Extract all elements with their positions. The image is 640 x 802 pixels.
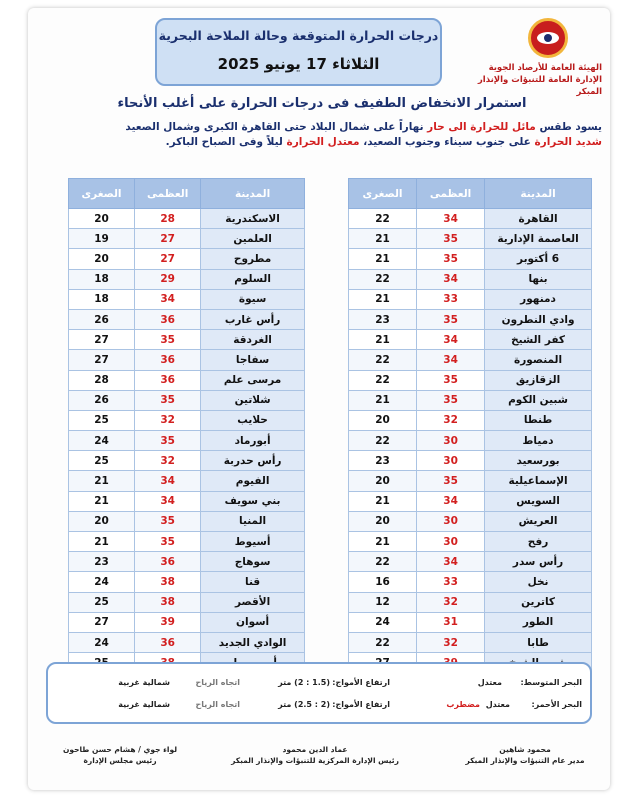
city-cell: الفيوم: [201, 471, 305, 491]
table-row: [69, 249, 305, 269]
max-temp-cell: 34: [417, 491, 485, 511]
city-cell: طنطا: [485, 410, 592, 430]
table-row: [349, 451, 592, 471]
max-temp-cell: 30: [417, 532, 485, 552]
max-temp-cell: 27: [135, 229, 201, 249]
table-row: [69, 592, 305, 612]
min-temp-cell: 21: [349, 249, 417, 269]
mediterranean-row: البحر المتوسط: معتدل ارتفاع الأمواج: (1.5 : 2) متر اتجاه الرياح شمالية غربية: [118, 678, 582, 687]
max-temp-cell: 32: [135, 410, 201, 430]
max-temp-cell: 35: [135, 532, 201, 552]
table-row: [349, 330, 592, 350]
col-header-min: الصغرى: [349, 179, 417, 209]
table-row: [69, 632, 305, 652]
city-cell: بورسعيد: [485, 451, 592, 471]
min-temp-cell: 21: [69, 491, 135, 511]
max-temp-cell: 36: [135, 309, 201, 329]
table-row: [69, 309, 305, 329]
min-temp-cell: 23: [349, 451, 417, 471]
min-temp-cell: 22: [349, 269, 417, 289]
min-temp-cell: 22: [349, 431, 417, 451]
city-cell: وادي النطرون: [485, 309, 592, 329]
max-temp-cell: 35: [135, 330, 201, 350]
table-row: [349, 370, 592, 390]
min-temp-cell: 20: [349, 410, 417, 430]
city-cell: كاترين: [485, 592, 592, 612]
min-temp-cell: 22: [349, 552, 417, 572]
table-row: [69, 410, 305, 430]
min-temp-cell: 20: [69, 511, 135, 531]
city-cell: الاسكندرية: [201, 209, 305, 229]
max-temp-cell: 35: [417, 471, 485, 491]
table-row: [69, 390, 305, 410]
min-temp-cell: 21: [69, 471, 135, 491]
table-row: [349, 229, 592, 249]
table-row: [349, 612, 592, 632]
min-temp-cell: 21: [349, 330, 417, 350]
max-temp-cell: 33: [417, 289, 485, 309]
city-cell: دمياط: [485, 431, 592, 451]
city-cell: كفر الشيخ: [485, 330, 592, 350]
max-temp-cell: 38: [135, 572, 201, 592]
min-temp-cell: 27: [69, 350, 135, 370]
table-row: [349, 632, 592, 652]
col-header-max: العظمى: [417, 179, 485, 209]
forecast-description: يسود طقس مائل للحرارة الى حار نهاراً على شمال البلاد حتى القاهرة الكبرى وشمال الصعيد شديد الحرارة على جنوب سيناء وجنوب الصعيد، معتدل الحرارة ليلاً وفى الصباح الباكر.: [125, 121, 602, 148]
max-temp-cell: 34: [135, 471, 201, 491]
table-row: [349, 552, 592, 572]
max-temp-cell: 30: [417, 511, 485, 531]
max-temp-cell: 35: [417, 370, 485, 390]
table-row: [69, 511, 305, 531]
city-cell: السلوم: [201, 269, 305, 289]
max-temp-cell: 34: [417, 350, 485, 370]
temperature-table-left: [68, 178, 305, 673]
city-cell: نخل: [485, 572, 592, 592]
max-temp-cell: 35: [417, 309, 485, 329]
table-row: [349, 309, 592, 329]
meteorological-authority-logo-icon: [528, 18, 568, 58]
min-temp-cell: 25: [69, 410, 135, 430]
max-temp-cell: 31: [417, 612, 485, 632]
min-temp-cell: 12: [349, 592, 417, 612]
min-temp-cell: 18: [69, 269, 135, 289]
city-cell: 6 أكتوبر: [485, 249, 592, 269]
min-temp-cell: 21: [349, 491, 417, 511]
temperature-table-right: [348, 178, 592, 673]
table-row: [349, 249, 592, 269]
max-temp-cell: 30: [417, 451, 485, 471]
city-cell: المنيا: [201, 511, 305, 531]
min-temp-cell: 18: [69, 289, 135, 309]
col-header-city: المدينة: [485, 179, 592, 209]
table-row: [349, 572, 592, 592]
max-temp-cell: 35: [135, 431, 201, 451]
signature-director: محمود شاهين مدير عام التنبؤات والإنذار المبكر: [465, 745, 585, 765]
table-row: [349, 289, 592, 309]
max-temp-cell: 33: [417, 572, 485, 592]
table-row: [69, 229, 305, 249]
table-row: [69, 532, 305, 552]
max-temp-cell: 32: [417, 410, 485, 430]
city-cell: الزقازيق: [485, 370, 592, 390]
min-temp-cell: 23: [69, 552, 135, 572]
signature-head-central: عماد الدين محمود رئيس الإدارة المركزية للتنبؤات والإنذار المبكر: [231, 745, 399, 765]
table-row: [69, 350, 305, 370]
table-row: [69, 370, 305, 390]
table-row: [69, 289, 305, 309]
max-temp-cell: 35: [417, 390, 485, 410]
city-cell: الطور: [485, 612, 592, 632]
city-cell: رأس غارب: [201, 309, 305, 329]
table-row: [349, 532, 592, 552]
min-temp-cell: 23: [349, 309, 417, 329]
min-temp-cell: 24: [69, 632, 135, 652]
city-cell: الغردقة: [201, 330, 305, 350]
forecast-sheet: [28, 8, 610, 790]
city-cell: قنا: [201, 572, 305, 592]
max-temp-cell: 34: [417, 209, 485, 229]
table-row: [69, 330, 305, 350]
min-temp-cell: 24: [349, 612, 417, 632]
max-temp-cell: 36: [135, 350, 201, 370]
max-temp-cell: 30: [417, 431, 485, 451]
max-temp-cell: 32: [417, 632, 485, 652]
city-cell: شبين الكوم: [485, 390, 592, 410]
city-cell: العريش: [485, 511, 592, 531]
min-temp-cell: 22: [349, 350, 417, 370]
city-cell: رأس سدر: [485, 552, 592, 572]
max-temp-cell: 28: [135, 209, 201, 229]
signature-chairman: لواء جوي / هشام حسن طاحون رئيس مجلس الإدارة: [62, 745, 178, 765]
city-cell: سيوة: [201, 289, 305, 309]
city-cell: دمنهور: [485, 289, 592, 309]
min-temp-cell: 21: [349, 229, 417, 249]
min-temp-cell: 22: [349, 209, 417, 229]
table-row: [349, 511, 592, 531]
max-temp-cell: 34: [135, 289, 201, 309]
table-row: [349, 471, 592, 491]
city-cell: أسوان: [201, 612, 305, 632]
city-cell: رفح: [485, 532, 592, 552]
table-row: [69, 269, 305, 289]
city-cell: أسيوط: [201, 532, 305, 552]
min-temp-cell: 24: [69, 572, 135, 592]
table-row: [69, 491, 305, 511]
city-cell: العلمين: [201, 229, 305, 249]
min-temp-cell: 24: [69, 431, 135, 451]
min-temp-cell: 20: [349, 471, 417, 491]
max-temp-cell: 35: [135, 390, 201, 410]
max-temp-cell: 32: [135, 451, 201, 471]
min-temp-cell: 19: [69, 229, 135, 249]
max-temp-cell: 35: [417, 229, 485, 249]
city-cell: العاصمة الإدارية: [485, 229, 592, 249]
table-row: [349, 350, 592, 370]
max-temp-cell: 34: [135, 491, 201, 511]
max-temp-cell: 36: [135, 370, 201, 390]
city-cell: السويس: [485, 491, 592, 511]
title-box: [155, 18, 442, 86]
min-temp-cell: 21: [349, 532, 417, 552]
table-row: [69, 451, 305, 471]
min-temp-cell: 26: [69, 390, 135, 410]
city-cell: بني سويف: [201, 491, 305, 511]
min-temp-cell: 21: [69, 532, 135, 552]
city-cell: حلايب: [201, 410, 305, 430]
city-cell: بنها: [485, 269, 592, 289]
table-row: [69, 612, 305, 632]
city-cell: سوهاج: [201, 552, 305, 572]
col-header-min: الصغرى: [69, 179, 135, 209]
city-cell: سفاجا: [201, 350, 305, 370]
table-row: [349, 390, 592, 410]
city-cell: رأس حدربة: [201, 451, 305, 471]
table-row: [349, 209, 592, 229]
city-cell: المنصورة: [485, 350, 592, 370]
city-cell: طابا: [485, 632, 592, 652]
max-temp-cell: 36: [135, 632, 201, 652]
min-temp-cell: 25: [69, 592, 135, 612]
col-header-city: المدينة: [201, 179, 305, 209]
max-temp-cell: 34: [417, 552, 485, 572]
table-row: [69, 431, 305, 451]
headline: استمرار الانخفاض الطفيف فى درجات الحرارة على أغلب الأنحاء: [117, 96, 527, 111]
min-temp-cell: 21: [349, 390, 417, 410]
table-row: [69, 572, 305, 592]
marine-status-box: [46, 662, 592, 724]
organization-name: الهيئة العامة للأرصاد الجوية الإدارة العامة للتنبؤات والإنذار المبكر: [477, 63, 602, 97]
min-temp-cell: 28: [69, 370, 135, 390]
city-cell: الأقصر: [201, 592, 305, 612]
min-temp-cell: 22: [349, 632, 417, 652]
red-sea-row: البحر الأحمر: معتدل مضطرب ارتفاع الأمواج: (2 : 2.5) متر اتجاه الرياح شمالية غربية: [118, 700, 582, 709]
table-row: [349, 592, 592, 612]
city-cell: شلاتين: [201, 390, 305, 410]
min-temp-cell: 16: [349, 572, 417, 592]
min-temp-cell: 20: [69, 249, 135, 269]
min-temp-cell: 20: [349, 511, 417, 531]
max-temp-cell: 34: [417, 269, 485, 289]
city-cell: مرسى علم: [201, 370, 305, 390]
table-row: [349, 410, 592, 430]
forecast-title: درجات الحرارة المتوقعة وحالة الملاحة البحرية: [158, 28, 439, 43]
min-temp-cell: 20: [69, 209, 135, 229]
city-cell: القاهرة: [485, 209, 592, 229]
min-temp-cell: 27: [69, 330, 135, 350]
table-row: [349, 431, 592, 451]
table-row: [69, 209, 305, 229]
max-temp-cell: 38: [135, 592, 201, 612]
city-cell: مطروح: [201, 249, 305, 269]
min-temp-cell: 27: [69, 612, 135, 632]
table-row: [349, 269, 592, 289]
min-temp-cell: 25: [69, 451, 135, 471]
max-temp-cell: 34: [417, 330, 485, 350]
max-temp-cell: 27: [135, 249, 201, 269]
table-row: [69, 552, 305, 572]
max-temp-cell: 29: [135, 269, 201, 289]
max-temp-cell: 35: [417, 249, 485, 269]
city-cell: أبورماد: [201, 431, 305, 451]
col-header-max: العظمى: [135, 179, 201, 209]
max-temp-cell: 36: [135, 552, 201, 572]
city-cell: الوادي الجديد: [201, 632, 305, 652]
max-temp-cell: 39: [135, 612, 201, 632]
city-cell: الإسماعيلية: [485, 471, 592, 491]
max-temp-cell: 35: [135, 511, 201, 531]
min-temp-cell: 22: [349, 370, 417, 390]
min-temp-cell: 21: [349, 289, 417, 309]
forecast-date: الثلاثاء 17 يونيو 2025: [217, 55, 380, 73]
table-row: [349, 491, 592, 511]
max-temp-cell: 32: [417, 592, 485, 612]
table-row: [69, 471, 305, 491]
min-temp-cell: 26: [69, 309, 135, 329]
